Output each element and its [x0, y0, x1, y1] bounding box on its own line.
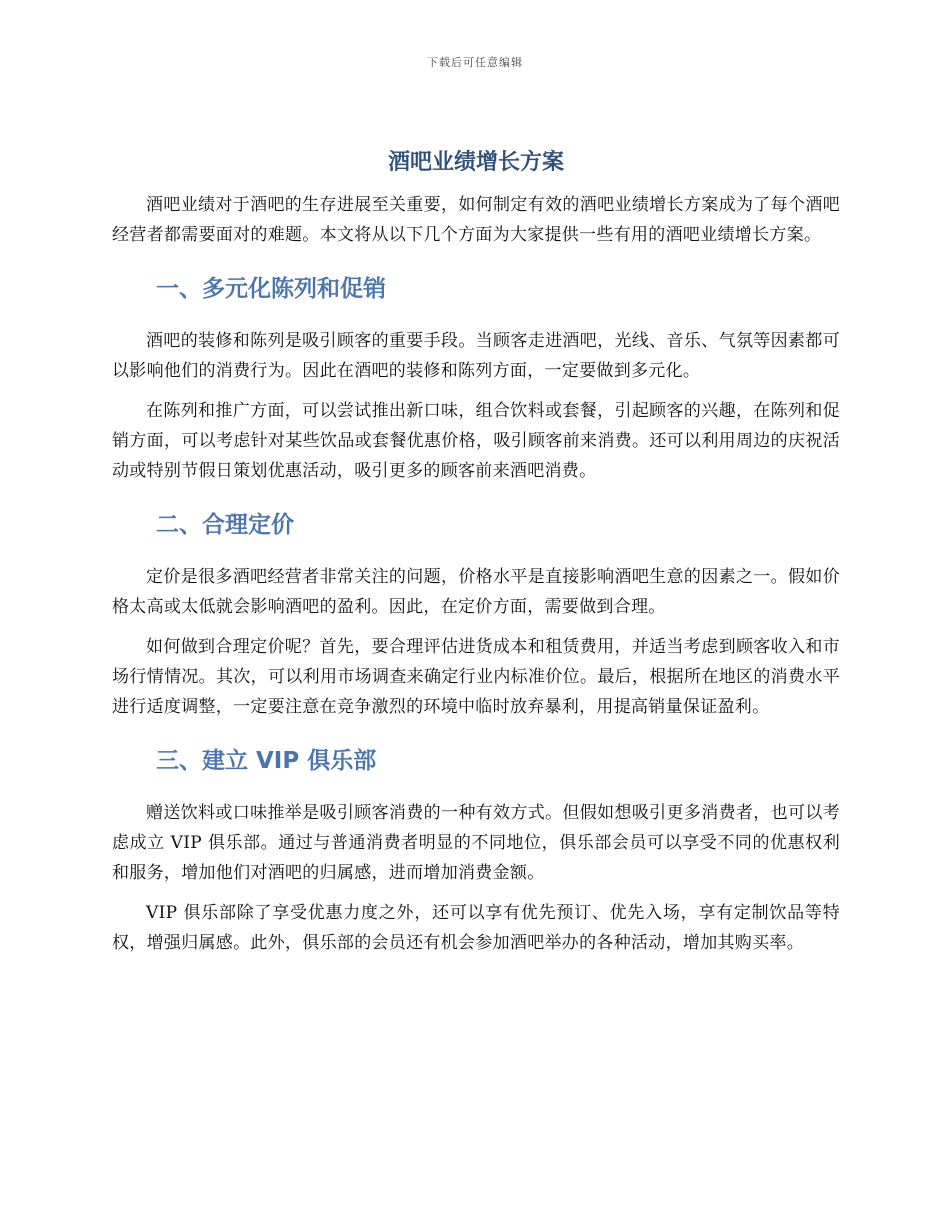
section-paragraph: VIP 俱乐部除了享受优惠力度之外，还可以享有优先预订、优先入场，享有定制饮品等特权，增强归属感。此外，俱乐部的会员还有机会参加酒吧举办的各种活动，增加其购买率。 [112, 903, 840, 953]
header-note: 下载后可任意编辑 [427, 56, 523, 69]
document-title: 酒吧业绩增长方案 [387, 150, 564, 175]
section-paragraph: 赠送饮料或口味推举是吸引顾客消费的一种有效方式。但假如想吸引更多消费者，也可以考虑成立 VIP 俱乐部。通过与普通消费者明显的不同地位，俱乐部会员可以享受不同的优惠权利和服务，增加他们对酒吧的归属感，进而增加消费金额。 [112, 803, 840, 883]
section-paragraph: 如何做到合理定价呢？首先，要合理评估进货成本和租赁费用，并适当考虑到顾客收入和市场行情情况。其次，可以利用市场调查来确定行业内标准价位。最后，根据所在地区的消费水平进行适度调整，一定要注意在竞争激烈的环境中临时放弃暴利，用提高销量保证盈利。 [112, 637, 840, 717]
section-paragraph: 酒吧的装修和陈列是吸引顾客的重要手段。当顾客走进酒吧，光线、音乐、气氛等因素都可以影响他们的消费行为。因此在酒吧的装修和陈列方面，一定要做到多元化。 [112, 331, 840, 381]
section-paragraph: 在陈列和推广方面，可以尝试推出新口味，组合饮料或套餐，引起顾客的兴趣，在陈列和促销方面，可以考虑针对某些饮品或套餐优惠价格，吸引顾客前来消费。还可以利用周边的庆祝活动或特别节假日策划优惠活动，吸引更多的顾客前来酒吧消费。 [112, 401, 840, 481]
section-1 [112, 272, 840, 486]
section-heading: 三、建立 VIP 俱乐部 [156, 748, 377, 774]
section-heading: 一、多元化陈列和促销 [156, 276, 386, 302]
section-2 [112, 508, 840, 722]
intro-paragraph: 酒吧业绩对于酒吧的生存进展至关重要，如何制定有效的酒吧业绩增长方案成为了每个酒吧经营者都需要面对的难题。本文将从以下几个方面为大家提供一些有用的酒吧业绩增长方案。 [112, 195, 840, 245]
section-heading: 二、合理定价 [156, 512, 294, 538]
section-paragraph: 定价是很多酒吧经营者非常关注的问题，价格水平是直接影响酒吧生意的因素之一。假如价格太高或太低就会影响酒吧的盈利。因此，在定价方面，需要做到合理。 [112, 567, 840, 617]
document-body [112, 146, 840, 958]
section-3 [112, 744, 840, 958]
